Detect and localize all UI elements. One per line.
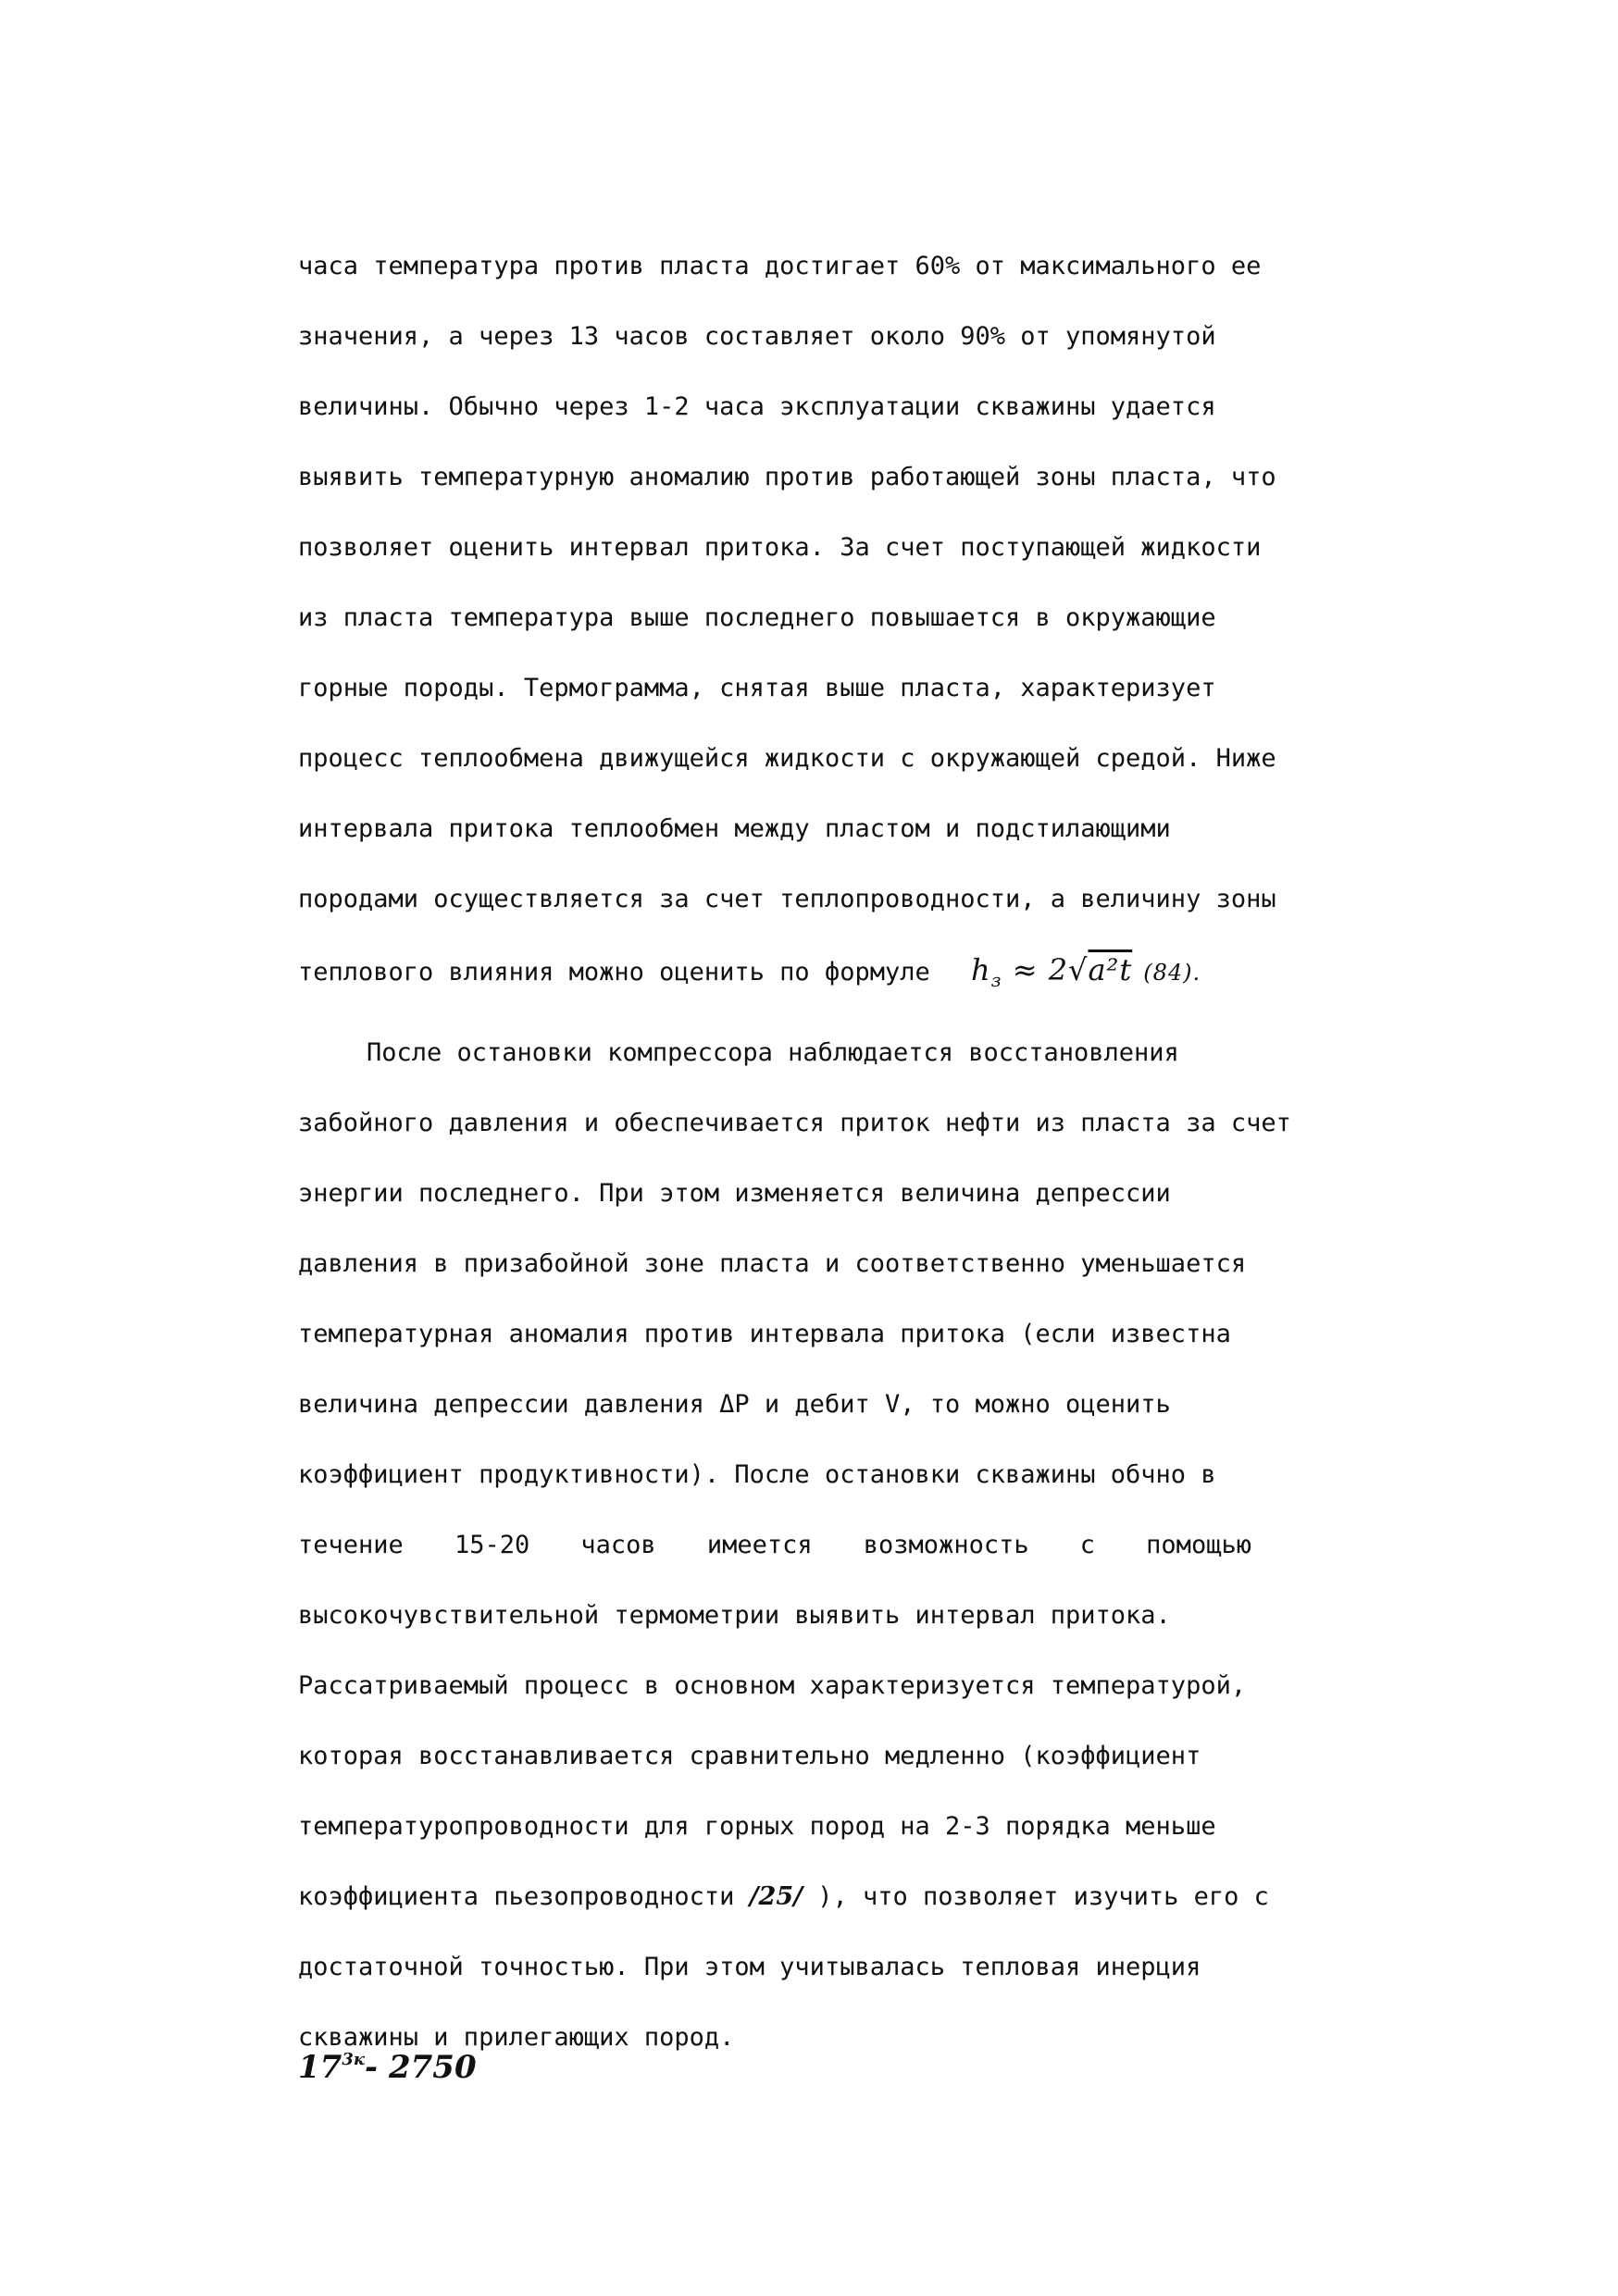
- text-line-22: которая восстанавливается сравнительно медленно (коэффициент: [298, 1742, 1201, 1770]
- text-line-11: [298, 951, 1201, 991]
- footer-number: 17: [298, 2049, 342, 2086]
- text-line-7: горные породы. Термограмма, снятая выше пласта, характеризует: [298, 674, 1216, 702]
- text-line-8: процесс теплообмена движущейся жидкости с окружающей средой. Ниже: [298, 744, 1276, 773]
- text-line-19: [298, 1527, 1251, 1564]
- word: часов: [580, 1531, 656, 1559]
- text-line-16: температурная аномалия против интервала притока (если известна: [298, 1320, 1231, 1348]
- formula: [971, 952, 1201, 991]
- text-line-14: энергии последнего. При этом изменяется величина депрессии: [298, 1179, 1171, 1208]
- text-line-21: Рассатриваемый процесс в основном характеризуется температурой,: [298, 1671, 1247, 1700]
- formula-intro: теплового влияния можно оценить по формуле: [298, 958, 930, 987]
- text-line-4: выявить температурную аномалию против работающей зоны пласта, что: [298, 463, 1276, 491]
- text-line-3: величины. Обычно через 1-2 часа эксплуатации скважины удается: [298, 392, 1216, 421]
- text-line-18: коэффициент продуктивности). После остановки скважины обчно в: [298, 1460, 1216, 1489]
- word: помощью: [1146, 1531, 1251, 1559]
- text-line-23: температуропроводности для горных пород на 2-3 порядка меньше: [298, 1812, 1216, 1841]
- text-line-17: величина депрессии давления ΔP и дебит V, то можно оценить: [298, 1390, 1171, 1419]
- formula-reference: (84).: [1143, 960, 1201, 986]
- text-line-5: позволяет оценить интервал притока. За счет поступающей жидкости: [298, 533, 1262, 562]
- footer-tail: - 2750: [365, 2049, 477, 2086]
- text-line-12: После остановки компрессора наблюдается восстановления: [367, 1038, 1179, 1067]
- text-line-10: породами осуществляется за счет теплопроводности, а величину зоны: [298, 885, 1276, 913]
- text-line-25: достаточной точностью. При этом учитывалась тепловая инерция: [298, 1953, 1201, 1981]
- text-line-6: из пласта температура выше последнего повышается в окружающие: [298, 603, 1216, 632]
- formula-subscript: з: [990, 969, 1002, 991]
- text-line-20: высокочувствительной термометрии выявить интервал притока.: [298, 1601, 1171, 1630]
- word: имеется: [706, 1531, 813, 1559]
- word: возможность: [863, 1531, 1029, 1559]
- reference-number: /25/: [749, 1882, 803, 1911]
- handwritten-footer: [298, 2049, 477, 2086]
- formula-h: h: [971, 952, 991, 987]
- formula-approx: ≈ 2√: [1002, 952, 1089, 987]
- text-line-2: значения, а через 13 часов составляет около 90% от упомянутой: [298, 322, 1216, 351]
- text-line-15: давления в призабойной зоне пласта и соответственно уменьшается: [298, 1249, 1247, 1278]
- formula-radicand: a²t: [1088, 952, 1133, 987]
- text-line-13: забойного давления и обеспечивается приток нефти из пласта за счет: [298, 1109, 1291, 1137]
- text-line-26: скважины и прилегающих пород.: [298, 2023, 735, 2052]
- word: течение: [298, 1531, 404, 1559]
- text-line-1: часа температура против пласта достигает 60% от максимального ее: [298, 252, 1262, 280]
- footer-superscript: 3к: [342, 2050, 366, 2069]
- text-line-24: [298, 1879, 1269, 1916]
- text-line-9: интервала притока теплообмен между пластом и подстилающими: [298, 814, 1171, 843]
- word: с: [1079, 1531, 1096, 1559]
- line-24-end: ), что позволяет изучить его с: [817, 1882, 1269, 1911]
- line-24-start: коэффициента пьезопроводности: [298, 1882, 735, 1911]
- word: 15-20: [454, 1531, 530, 1559]
